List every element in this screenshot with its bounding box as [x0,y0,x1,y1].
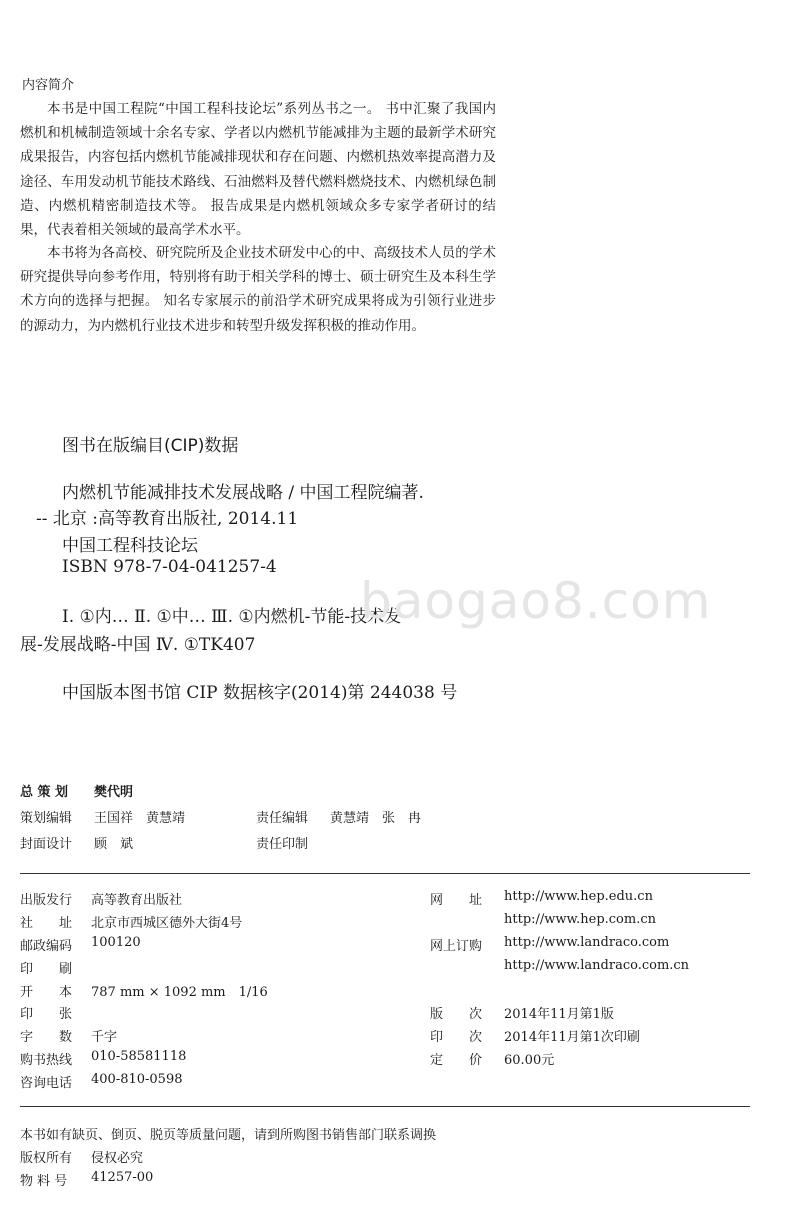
hotline-value: 010-58581118 [91,1049,187,1064]
website-link-1[interactable]: http://www.hep.edu.cn [504,889,653,904]
intro-title: 内容简介 [22,78,75,93]
chief-planner-value: 樊代明 [94,785,134,800]
cip-line-subjects-cont: 展-发展战略-中国 Ⅳ. ①TK407 [20,635,256,655]
chief-planner-label: 总 策 划 [20,785,69,800]
printing-label: 印 刷 [20,962,73,977]
impression-label: 印 次 [430,1030,483,1045]
cip-line-title: 内燃机节能减排技术发展战略 / 中国工程院编著. [62,483,424,503]
quality-notice: 本书如有缺页、倒页、脱页等质量问题，请到所购图书销售部门联系调换 [20,1128,437,1143]
format-value: 787 mm × 1092 mm 1/16 [91,985,268,1000]
postcode-label: 邮政编码 [20,939,73,954]
divider-top [20,873,750,874]
item-number-label: 物 料 号 [20,1174,68,1189]
word-count-value: 千字 [91,1030,118,1045]
price-label: 定 价 [430,1053,483,1068]
website-link-2[interactable]: http://www.hep.com.cn [504,912,656,927]
cip-line-subjects: Ⅰ. ①内… Ⅱ. ①中… Ⅲ. ①内燃机-节能-技术发 [62,607,402,627]
hotline-label: 购书热线 [20,1053,73,1068]
edition-value: 2014年11月第1版 [504,1007,614,1022]
watermark: baogao8.com [360,572,712,630]
print-responsible-label: 责任印制 [256,837,309,852]
address-value: 北京市西城区德外大街4号 [91,916,243,931]
online-order-link-2[interactable]: http://www.landraco.com.cn [504,958,690,973]
cover-design-value: 顾 斌 [94,837,134,852]
responsible-editor-label: 责任编辑 [256,811,309,826]
consult-phone-label: 咨询电话 [20,1076,73,1091]
website-label: 网 址 [430,893,483,908]
publisher-label: 出版发行 [20,893,73,908]
intro-paragraph-1: 本书是中国工程院“中国工程科技论坛”系列丛书之一。 书中汇聚了我国内燃机和机械制造领域十余名专家、学者以内燃机节能减排为主题的最新学术研究成果报告，内容包括内燃机节能减排现状和存在问题、内燃机热效率提高潜力及途径、车用发动机节能技术路线、石油燃料及替代燃料燃烧技术、内燃机绿色制造、内燃机精密制造技术等。 报告成果是内燃机领域众多专家学者研讨的结果，代表着相关领域的最高学术水平。 [20,101,496,239]
intro-paragraph-2: 本书将为各高校、研究院所及企业技术研发中心的中、高级技术人员的学术研究提供导向参考作用，特别将有助于相关学科的博士、硕士研究生及本科生学术方向的选择与把握。 知名专家展示的前沿学术研究成果将成为引领行业进步的源动力，为内燃机行业技术进步和转型升级发挥积极的推动作用。 [20,245,496,334]
word-count-label: 字 数 [20,1030,73,1045]
planning-editor-label: 策划编辑 [20,811,73,826]
cip-line-publisher: -- 北京 :高等教育出版社, 2014.11 [36,509,299,529]
cover-design-label: 封面设计 [20,837,73,852]
copyright-value: 侵权必究 [91,1151,144,1166]
planning-editor-value: 王国祥 黄慧靖 [94,811,186,826]
format-label: 开 本 [20,985,73,1000]
cip-line-isbn: ISBN 978-7-04-041257-4 [62,557,277,577]
impression-value: 2014年11月第1次印刷 [504,1030,640,1045]
cip-line-series: 中国工程科技论坛 [62,536,198,556]
cip-title: 图书在版编目(CIP)数据 [62,436,239,456]
cip-line-record: 中国版本图书馆 CIP 数据核字(2014)第 244038 号 [62,683,458,703]
copyright-label: 版权所有 [20,1151,73,1166]
sheets-label: 印 张 [20,1007,73,1022]
responsible-editor-value: 黄慧靖 张 冉 [330,811,422,826]
item-number-value: 41257-00 [91,1170,154,1185]
divider-bottom [20,1106,750,1107]
postcode-value: 100120 [91,935,141,950]
online-order-link-1[interactable]: http://www.landraco.com [504,935,670,950]
edition-label: 版 次 [430,1007,483,1022]
publisher-value: 高等教育出版社 [91,893,183,908]
address-label: 社 址 [20,916,73,931]
consult-phone-value: 400-810-0598 [91,1072,183,1087]
price-value: 60.00元 [504,1053,555,1068]
online-order-label: 网上订购 [430,939,483,954]
